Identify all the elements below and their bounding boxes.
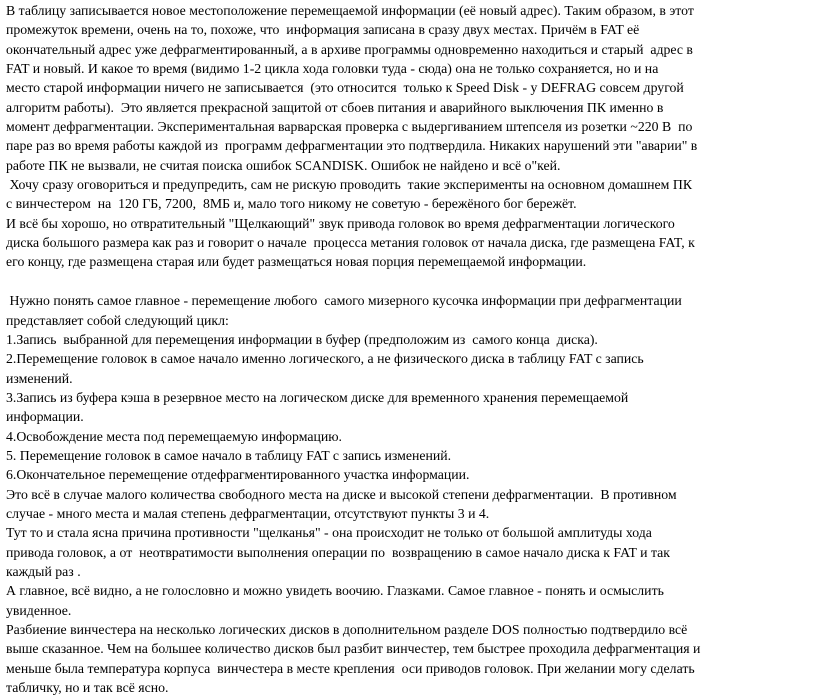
text-line: привода головок, а от неотвратимости выполнения операции по возвращению в самое начало диска к FAT и так — [6, 544, 670, 560]
text-line: каждый раз . — [6, 563, 81, 579]
text-line: Разбиение винчестера на несколько логических дисков в дополнительном разделе DOS полностью подтвердило всё — [6, 622, 688, 637]
text-line: случае - много места и малая степень дефрагментации, отсутствуют пункты 3 и 4. — [6, 505, 490, 521]
text-line: работе ПК не вызвали, не считая поиска ошибок SCANDISK. Ошибок не найдено и всё о"кей. — [6, 157, 561, 173]
text-line: диска большого размера как раз и говорит о начале процесса метания головок от начала диска, где размещена FAT, к — [6, 235, 695, 251]
text-line: момент дефрагментации. Экспериментальная варварская проверка с выдергиванием штепселя из розетки ~220 В по — [6, 119, 693, 135]
text-line: промежуток времени, очень на то, похоже, что информация записана в сразу двух местах. Причём в FAT её — [6, 22, 640, 38]
text-line: алгоритм работы). Это является прекрасной защитой от сбоев питания и аварийного выключения ПК именно в — [6, 99, 664, 115]
list-item-continuation: информации. — [6, 409, 84, 425]
text-line: В таблицу записывается новое местоположение перемещаемой информации (её новый адрес). Таким образом, в этот — [6, 3, 694, 18]
text-line: выше сказанное. Чем на большее количество дисков был разбит винчестер, тем быстрее проходила дефрагментация и — [6, 641, 701, 657]
text-line: И всё бы хорошо, но отвратительный "Щелкающий" звук привода головок во время дефрагментации логического — [6, 215, 675, 231]
list-item: 5. Перемещение головок в самое начало в таблицу FAT с запись изменений. — [6, 447, 452, 463]
list-item: 3.Запись из буфера кэша в резервное место на логическом диске для временного хранения перемещаемой — [6, 389, 629, 405]
text-line: представляет собой следующий цикл: — [6, 312, 229, 328]
text-line: с винчестером на 120 ГБ, 7200, 8МБ и, мало того никому не советую - бережёного бог бережёт. — [6, 196, 577, 212]
text-line: FAT и новый. И какое то время (видимо 1-2 цикла хода головки туда - сюда) она не только сохраняется, но и на — [6, 61, 659, 77]
text-line: А главное, всё видно, а не голословно и можно увидеть воочию. Глазками. Самое главное - понять и осмыслить — [6, 583, 664, 599]
text-line: его концу, где размещена старая или будет размещаться новая порция перемещаемой информации. — [6, 254, 587, 270]
list-item-continuation: изменений. — [6, 370, 73, 386]
text-line: паре раз во время работы каждой из программ дефрагментации это подтвердила. Никаких нарушений эти "аварии" в — [6, 138, 698, 154]
text-line: место старой информации ничего не записывается (это относится только к Speed Disk - у DEFRAG совсем другой — [6, 80, 684, 96]
list-item: 1.Запись выбранной для перемещения информации в буфер (предположим из самого конца диска). — [6, 331, 598, 347]
text-line: табличку, но и так всё ясно. — [6, 680, 169, 696]
text-line: Это всё в случае малого количества свободного места на диске и высокой степени дефрагментации. В противном — [6, 486, 677, 502]
text-line: Нужно понять самое главное - перемещение любого самого мизерного кусочка информации при дефрагментации — [6, 293, 682, 309]
list-item: 2.Перемещение головок в самое начало именно логического, а не физического диска в таблицу FAT с запись — [6, 351, 644, 367]
text-line: окончательный адрес уже дефрагментированный, а в архиве программы одновременно находиться и старый адрес в — [6, 41, 693, 57]
blank-line — [6, 272, 811, 291]
text-line: Тут то и стала ясна причина противности "щелканья" - она происходит не только от большой амплитуды хода — [6, 525, 652, 541]
list-item: 4.Освобождение места под перемещаемую информацию. — [6, 428, 343, 444]
list-item: 6.Окончательное перемещение отдефрагментированного участка информации. — [6, 467, 470, 483]
text-line: увиденное. — [6, 602, 72, 618]
text-line: меньше была температура корпуса винчестера в месте крепления оси приводов головок. При желании могу сделать — [6, 660, 695, 676]
text-line: Хочу сразу оговориться и предупредить, сам не рискую проводить такие эксперименты на основном домашнем ПК — [6, 177, 693, 193]
